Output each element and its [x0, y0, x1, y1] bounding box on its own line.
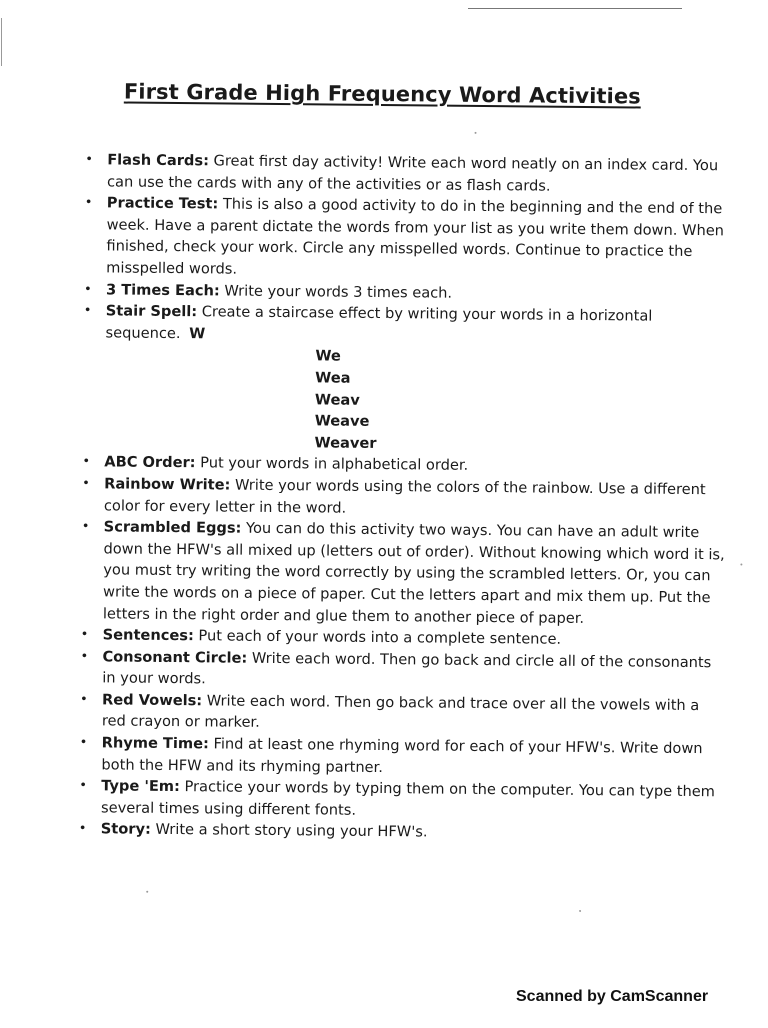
item-label: 3 Times Each: — [105, 280, 220, 300]
bullet-icon: • — [82, 454, 91, 470]
item-text: Create a staircase effect by writing your words in a horizontal sequence. — [105, 303, 653, 342]
list-item-red-vowels — [68, 689, 726, 739]
list-item-rainbow-write — [70, 473, 728, 523]
item-text: Put each of your words into a complete sentence. — [193, 627, 562, 648]
bullet-icon: • — [80, 648, 89, 664]
stair-example-line: Wea — [315, 369, 351, 387]
item-text: Practice your words by typing them on the computer. You can type them several times using different fonts. — [100, 778, 716, 819]
bullet-icon: • — [85, 152, 93, 168]
item-label: Consonant Circle: — [102, 648, 248, 667]
stair-example-line: W — [189, 324, 206, 343]
item-label: Practice Test: — [106, 194, 219, 213]
item-text: This is also a good activity to do in the beginning and the end of the week. Have a parent dictate the words from your list as you write them down. When finished, check your work. Circle any misspelled words. Continue to practice the misspelled words. — [106, 195, 725, 278]
item-text: Find at least one rhyming word for each of your HFW's. Write down both the HFW and its rhyming partner. — [101, 735, 703, 776]
activity-list — [67, 149, 732, 846]
list-item-type-em — [67, 775, 725, 825]
item-text: Write each word. Then go back and circle all of the consonants in your words. — [102, 649, 712, 688]
list-item-scrambled-eggs — [69, 516, 728, 630]
item-text: Write each word. Then go back and trace over all the vowels with a red crayon or marker. — [101, 692, 700, 732]
list-item-stair-spell — [70, 300, 729, 457]
bullet-icon: • — [79, 735, 88, 751]
bullet-icon: • — [82, 476, 90, 492]
scan-speck — [579, 910, 581, 912]
item-label: Rainbow Write: — [104, 475, 231, 494]
stair-example-line: Weav — [314, 390, 360, 409]
item-label: ABC Order: — [104, 453, 196, 472]
list-item-consonant-circle — [68, 646, 726, 696]
scan-speck — [146, 891, 148, 893]
item-text: You can do this activity two ways. You can have an adult write down the HFW's all mixed up (letters out of order). Without knowing which word it is, you must try writing the word correctly by using the scrambled letters. Or, you can write the words on a piece of paper. Cut the letters apart and mix them up. Put the letters in the right order and glue them to another piece of paper. — [102, 519, 725, 627]
scan-speck — [740, 563, 742, 565]
bullet-icon: • — [83, 303, 92, 319]
item-label: Red Vowels: — [101, 691, 203, 710]
bullet-icon: • — [80, 627, 89, 643]
item-text: Write your words 3 times each. — [219, 282, 453, 302]
list-item-rhyme-time — [67, 732, 725, 782]
scan-edge-mark — [1, 18, 2, 66]
bullet-icon: • — [83, 281, 92, 297]
item-text: Great first day activity! Write each word neatly on an index card. You can use the cards with any of the activities or as flash cards. — [106, 152, 719, 195]
stair-example-line: We — [315, 347, 341, 365]
item-label: Type 'Em: — [101, 777, 180, 796]
bullet-icon: • — [81, 519, 90, 535]
bullet-icon: • — [78, 821, 87, 837]
bullet-icon: • — [79, 778, 87, 794]
list-item-practice-test — [72, 192, 731, 285]
item-label: Rhyme Time: — [101, 734, 209, 753]
item-text: Write a short story using your HFW's. — [150, 821, 428, 841]
stair-example-line: Weave — [314, 412, 370, 431]
bullet-icon: • — [84, 195, 93, 211]
page-title: First Grade High Frequency Word Activities — [123, 79, 641, 109]
item-label: Scrambled Eggs: — [103, 518, 242, 537]
item-text: Write your words using the colors of the rainbow. Use a different color for every letter in the word. — [103, 476, 706, 517]
scanner-watermark: Scanned by CamScanner — [516, 988, 709, 1005]
bullet-icon: • — [79, 692, 88, 708]
item-label: Flash Cards: — [107, 151, 210, 170]
item-text: Put your words in alphabetical order. — [195, 454, 469, 475]
item-label: Story: — [100, 820, 151, 839]
scan-speck — [475, 132, 477, 134]
stair-example — [104, 344, 729, 458]
stair-example-line: Weaver — [314, 434, 377, 452]
stair-example-stack — [314, 346, 377, 455]
item-label: Sentences: — [102, 626, 194, 645]
list-item-flash-cards — [73, 149, 731, 199]
item-label: Stair Spell: — [105, 302, 198, 321]
